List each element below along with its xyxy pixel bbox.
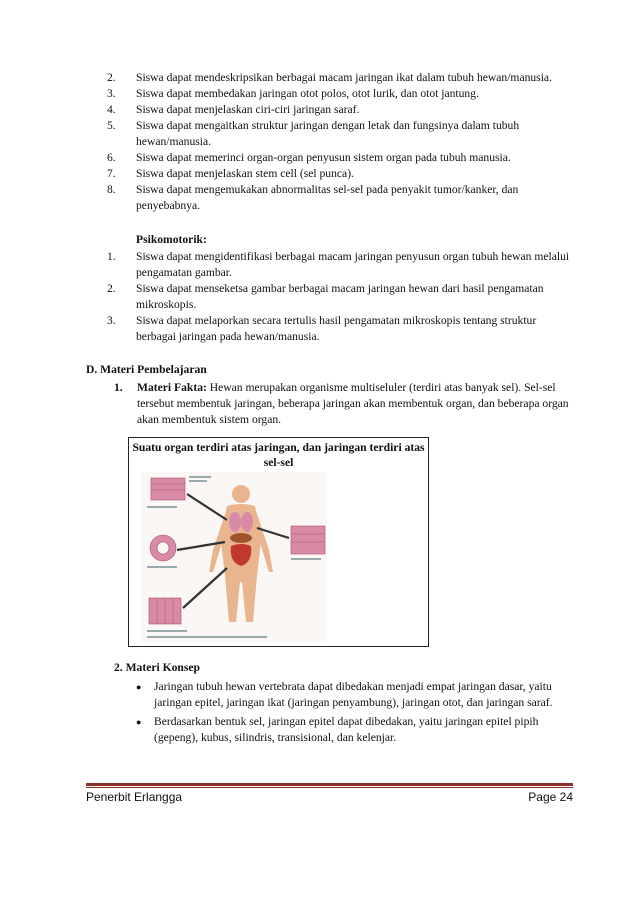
- figure-box: [128, 437, 429, 647]
- kognitif-list: [107, 70, 577, 214]
- materi-konsep-title: 2. Materi Konsep: [114, 661, 200, 674]
- human-tissue-illustration: [141, 472, 327, 642]
- squamous-tissue-icon: [151, 478, 185, 500]
- list-item: 7. Siswa dapat menjelaskan stem cell (sel punca).: [107, 167, 354, 180]
- columnar-tissue-icon: [149, 598, 181, 624]
- cuboidal-tissue-icon: [150, 535, 176, 561]
- figure-caption: Suatu organ terdiri atas jaringan, dan jaringan terdiri atas sel-sel: [132, 441, 425, 469]
- materi-fakta: 1. Materi Fakta: Hewan merupakan organisme multiseluler (terdiri atas banyak sel). Sel-sel tersebut membentuk jaringan, beberapa jaringan akan membentuk organ, dan beberapa organ akan membentuk sistem organ.: [114, 381, 569, 426]
- footer-publisher: Penerbit Erlangga: [86, 790, 183, 804]
- stratified-tissue-icon: [291, 526, 325, 554]
- list-item: 3. Siswa dapat membedakan jaringan otot polos, otot lurik, dan otot jantung.: [107, 87, 479, 100]
- bullet-icon: ●: [136, 682, 142, 692]
- list-item: 8. Siswa dapat mengemukakan abnormalitas sel-sel pada penyakit tumor/kanker, dan penyebabnya.: [107, 183, 519, 212]
- list-item: 6. Siswa dapat memerinci organ-organ penyusun sistem organ pada tubuh manusia.: [107, 151, 511, 164]
- materi-fakta-label: Materi Fakta:: [137, 381, 207, 394]
- psikomotorik-list: [107, 249, 577, 345]
- list-item: 3. Siswa dapat melaporkan secara tertulis hasil pengamatan mikroskopis tentang struktur berbagai jaringan pada hewan/manusia.: [107, 314, 537, 343]
- list-item: 4. Siswa dapat menjelaskan ciri-ciri jaringan saraf.: [107, 103, 360, 116]
- list-item: 5. Siswa dapat mengaitkan struktur jaringan dengan letak dan fungsinya dalam tubuh hewan/manusia.: [107, 119, 520, 148]
- footer-rule: [86, 783, 573, 786]
- list-item: 1. Siswa dapat mengidentifikasi berbagai macam jaringan penyusun organ tubuh hewan melalui pengamatan gambar.: [107, 250, 570, 279]
- list-item: ● Berdasarkan bentuk sel, jaringan epitel dapat dibedakan, yaitu jaringan epitel pipih (gepeng), kubus, silindris, transisional, dan kelenjar.: [136, 715, 539, 744]
- konsep-bullets: [114, 679, 574, 746]
- footer-page-number: Page 24: [528, 790, 573, 804]
- materi-konsep: [114, 660, 574, 749]
- list-item: 2. Siswa dapat mendeskripsikan berbagai macam jaringan ikat dalam tubuh hewan/manusia.: [107, 71, 552, 84]
- bullet-icon: ●: [136, 717, 142, 727]
- list-item: 2. Siswa dapat menseketsa gambar berbagai macam jaringan hewan dari hasil pengamatan mikroskopis.: [107, 282, 544, 311]
- list-item: ● Jaringan tubuh hewan vertebrata dapat dibedakan menjadi empat jaringan dasar, yaitu jaringan epitel, jaringan ikat (jaringan penyambung), jaringan otot, dan jaringan saraf.: [136, 680, 553, 709]
- section-heading-materi: D. Materi Pembelajaran: [86, 363, 207, 376]
- footer-rule-thin: [86, 787, 573, 788]
- psikomotorik-heading: Psikomotorik:: [136, 233, 207, 246]
- materi-fakta-text: Hewan merupakan organisme multiseluler (terdiri atas banyak sel). Sel-sel tersebut membentuk jaringan, beberapa jaringan akan membentuk organ, dan beberapa organ akan membentuk sistem organ.: [137, 381, 569, 426]
